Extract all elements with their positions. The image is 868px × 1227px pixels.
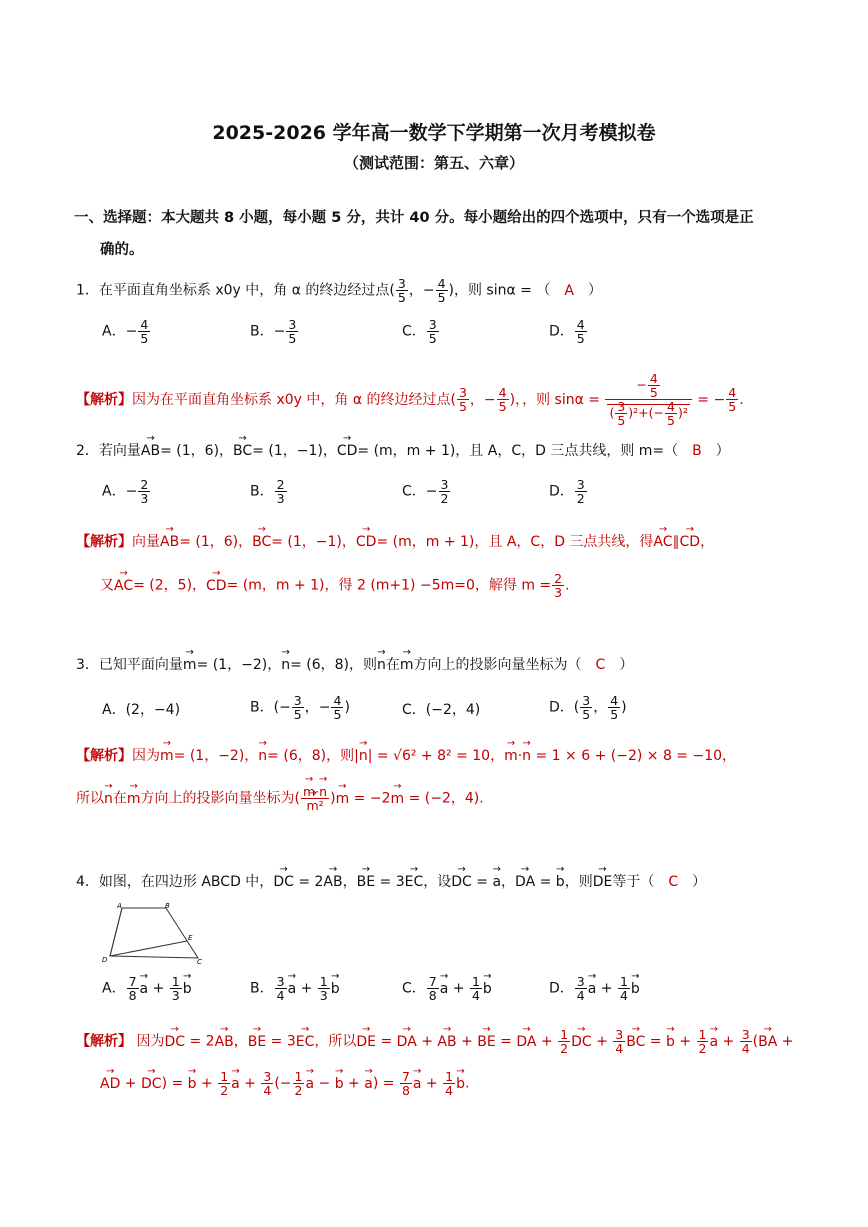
q4-option-b: B． $\frac{3}{4}$ → a + $\frac{1}{3}$ → b <box>250 975 340 1002</box>
q3-explanation-line2: 所以→ n在→ m方向上的投影向量坐标为( → m·→ n → m² )→ m = −2→ m = (−2，4). <box>76 785 484 812</box>
page-subtitle: （测试范围：第五、六章） <box>343 154 524 172</box>
q4-option-a: A． $\frac{7}{8}$ → a + $\frac{1}{3}$ → b <box>102 975 192 1002</box>
label-d: D <box>102 956 108 964</box>
q3-option-c: C．(−2，4) <box>402 702 481 718</box>
q4-explanation-line2: → AD + → DC) = → b + $\frac{1}{2}$ → a + $\frac{3}{4}$ (− $\frac{1}{2}$ → a − → b + → a) = $\frac{7}{8}$ → a + $\frac{1}{4}$ → b. <box>100 1070 469 1097</box>
q2-option-a: A．− $\frac{2}{3}$ <box>102 477 149 507</box>
answer-2: B <box>692 443 702 459</box>
section-heading-line2: 确的。 <box>100 242 144 258</box>
q1-option-c: C． $\frac{3}{5}$ <box>402 317 437 347</box>
q2-option-d: D． $\frac{3}{2}$ <box>549 477 585 507</box>
section-heading-line1: 一、选择题：本大题共 8 小题，每小题 5 分，共计 40 分。每小题给出的四个选项中，只有一个选项是正 <box>74 210 754 226</box>
label-a: A <box>117 902 122 910</box>
q1-option-d: D． $\frac{4}{5}$ <box>549 317 585 347</box>
q3-option-b: B．(− $\frac{3}{5}$ ，− $\frac{4}{5}$ ) <box>250 693 350 723</box>
answer-1: A <box>564 282 574 299</box>
q2-option-c: C．− $\frac{3}{2}$ <box>402 477 449 507</box>
q4-option-c: C． $\frac{7}{8}$ → a + $\frac{1}{4}$ → b <box>402 975 492 1002</box>
q3-explanation-line1: 【解析】因为→ m= (1，−2)，→ n= (6，8)，则|→ n| = √6² + 8² = 10，→ m·→ n = 1 × 6 + (−2) × 8 = −10， <box>76 745 736 765</box>
quadrilateral-figure <box>100 902 210 964</box>
question-3-stem: 3．已知平面向量→ m= (1，−2)，→ n= (6，8)，则→ n在→ m方向上的投影向量坐标为（ C ） <box>76 654 633 674</box>
q4-option-d: D． $\frac{3}{4}$ → a + $\frac{1}{4}$ → b <box>549 975 640 1002</box>
page-title: 2025-2026 学年高一数学下学期第一次月考模拟卷 <box>212 122 656 144</box>
q1-option-a: A．− $\frac{4}{5}$ <box>102 317 149 347</box>
question-4-stem: 4．如图，在四边形 ABCD 中，→ DC = 2→ AB，→ BE = 3→ EC，设→ DC = → a，→ DA = → b，则→ DE等于（ C ） <box>76 871 706 891</box>
q4-explanation-line1: 【解析】 因为→ DC = 2→ AB，→ BE = 3→ EC，所以→ DE = → DA + → AB + → BE = → DA + $\frac{1}{2}$ → DC + $\frac{3}{4}$ → BC = → b + $\frac{1}{2}$ → a + $\frac{3}{4}$ (→ BA + <box>76 1028 794 1055</box>
q2-explanation-line1: 【解析】向量→ AB= (1，6)，→ BC= (1，−1)，→ CD= (m，m + 1)，且 A，C，D 三点共线，得→ AC∥→ CD， <box>76 531 714 551</box>
q3-option-d: D．( $\frac{3}{5}$ ， $\frac{4}{5}$ ) <box>549 693 627 723</box>
question-1-stem: 1．在平面直角坐标系 x0y 中，角 α 的终边经过点( $\frac{3}{5}$ ，− $\frac{4}{5}$ )，则 sinα = （ A ） <box>76 276 602 306</box>
question-2-stem: 2．若向量→ AB= (1，6)，→ BC= (1，−1)，→ CD= (m，m + 1)，且 A，C，D 三点共线，则 m=（ B ） <box>76 440 730 460</box>
label-b: B <box>165 902 170 910</box>
q2-explanation-line2: 又→ AC= (2，5)，→ CD= (m，m + 1)，得 2 (m+1) −5m=0，解得 m = $\frac{2}{3}$ . <box>100 572 570 599</box>
label-e: E <box>188 934 193 942</box>
label-c: C <box>197 958 202 964</box>
q1-option-b: B．− $\frac{3}{5}$ <box>250 317 297 347</box>
q2-option-b: B． $\frac{2}{3}$ <box>250 477 285 507</box>
answer-4: C <box>668 874 679 890</box>
answer-3: C <box>595 657 606 673</box>
q3-option-a: A．(2，−4) <box>102 702 181 718</box>
q1-explanation: 【解析】因为在平面直角坐标系 x0y 中，角 α 的终边经过点( $\frac{3}{5}$ ，− $\frac{4}{5}$ )，，则 sinα = − $\frac{4}{5}$ ( $\frac{3}{5}$ )²+(− $\frac{4}{5}$ )² = − $\frac{4}{5}$ . <box>76 371 744 429</box>
